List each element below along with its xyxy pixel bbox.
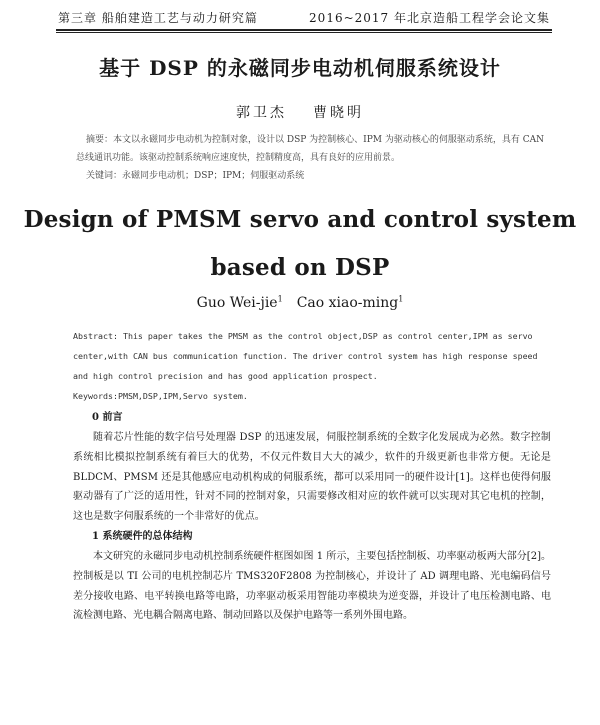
chinese-abstract [76,131,546,185]
chinese-authors [0,102,600,122]
header-proceedings: 2016~2017 年北京造船工程学会论文集 [309,11,550,25]
header-chapter: 第三章 船舶建造工艺与动力研究篇 [58,11,258,25]
english-title-line2: based on DSP [210,254,390,281]
header-rule [56,29,552,31]
section-0-body [73,428,551,527]
keywords-en: Keywords:PMSM,DSP,IPM,Servo system. [73,391,248,401]
section-1-body [73,547,551,626]
section-1-heading: 1 系统硬件的总体结构 [92,531,193,542]
chinese-title: 基于 DSP 的永磁同步电动机伺服系统设计 [99,56,501,80]
running-header [58,10,550,26]
section-1-paragraph: 本文研究的永磁同步电动机控制系统硬件框图如图 1 所示，主要包括控制板、功率驱动板两大部分[2]。控制板是以 TI 公司的电机控制芯片 TMS320F2808 为控制核心，并设计了 AD 调理电路、光电编码信号差分接收电路、电平转换电路等电路，功率驱动板采用智能功率模块为逆变器，并设计了电压检测电路、电流检测电路、光电耦合隔离电路、制动回路以及保护电路等一系列外围电路。 [73,551,551,622]
header-rule-thin [56,32,552,33]
english-title [0,196,600,292]
section-0-heading: 0 前言 [92,412,123,423]
english-title-line1: Design of PMSM servo and control system [23,206,577,233]
section-0-paragraph: 随着芯片性能的数字信号处理器 DSP 的迅速发展，伺服控制系统的全数字化发展成为必然。数字控制系统相比模拟控制系统有着巨大的优势，不仅元件数目大大的减少，软件的升级更新也非常方便。无论是 BLDCM、PMSM 还是其他感应电动机构成的伺服系统，都可以采用同一的硬件设计[1]。这样也使得伺服驱动器有了广泛的适用性，针对不同的控制对象，只需要修改相对应的软件就可以实现对其它电机的控制，这也是数字伺服系统的一个非常好的优点。 [73,432,551,523]
author-cn-2: 曹晓明 [313,105,364,121]
english-authors [0,294,600,311]
author-cn-1: 郭卫杰 [236,105,287,121]
author-en-1: Guo Wei-jie$^1$ [196,294,283,311]
abstract-cn-text: 摘要：本文以永磁同步电动机为控制对象，设计以 DSP 为控制核心、IPM 为驱动核心的伺服驱动系统，具有 CAN 总线通讯功能。该驱动控制系统响应速度快，控制精度高，具有良好的应用前景。 [76,135,544,163]
author-en-2: Cao xiao-ming$^1$ [296,294,404,311]
english-abstract [73,326,551,406]
abstract-en-text: Abstract: This paper takes the PMSM as the control object,DSP as control center,IPM as servo center,with CAN bus communication function. The driver control system has high response speed and high control precision and has good application prospect. [73,331,538,381]
keywords-cn: 关键词：永磁同步电动机；DSP；IPM；伺服驱动系统 [86,171,305,181]
